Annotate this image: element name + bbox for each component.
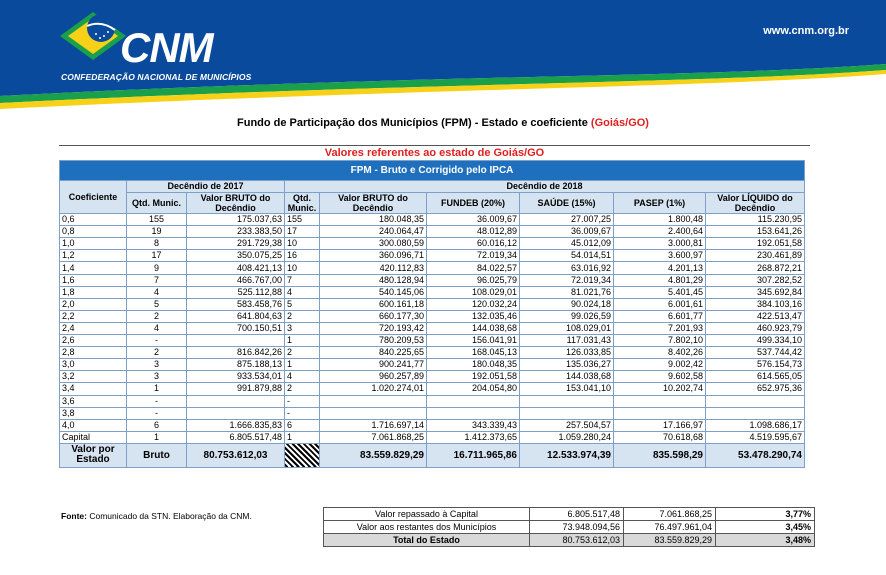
total-bruto-2017: 80.753.612,03 bbox=[187, 443, 285, 467]
cell-bruto-2018: 780.209,53 bbox=[320, 335, 427, 347]
group-header-2017: Decêndio de 2017 bbox=[127, 181, 285, 193]
table-row bbox=[60, 226, 805, 238]
cell-bruto-2017: 291.729,38 bbox=[187, 238, 285, 250]
cell-liquido: 4.519.595,67 bbox=[706, 431, 805, 443]
summary-label: Total do Estado bbox=[324, 534, 530, 547]
cell-saude: 36.009,67 bbox=[520, 226, 614, 238]
cell-bruto-2018: 180.048,35 bbox=[320, 214, 427, 226]
cell-fundeb: 84.022,57 bbox=[427, 262, 520, 274]
title-main: Fundo de Participação dos Municípios (FPM) - Estado e coeficiente bbox=[237, 117, 588, 129]
table-row bbox=[60, 214, 805, 226]
summary-percent: 3,48% bbox=[716, 534, 815, 547]
header-banner bbox=[0, 0, 886, 110]
cell-coef: 1,6 bbox=[60, 274, 127, 286]
cell-bruto-2017: 583.458,76 bbox=[187, 298, 285, 310]
cell-coef: 2,4 bbox=[60, 322, 127, 334]
cell-bruto-2017 bbox=[187, 407, 285, 419]
col-header-liquido: Valor LÍQUIDO do Decêndio bbox=[706, 193, 805, 214]
cell-coef: 3,4 bbox=[60, 383, 127, 395]
cell-liquido: 460.923,79 bbox=[706, 322, 805, 334]
cell-saude: 63.016,92 bbox=[520, 262, 614, 274]
total-fundeb: 16.711.965,86 bbox=[427, 443, 520, 467]
cell-pasep: 6.601,77 bbox=[614, 310, 706, 322]
cell-qtd-2017: 19 bbox=[127, 226, 187, 238]
cell-fundeb: 192.051,58 bbox=[427, 371, 520, 383]
cell-liquido bbox=[706, 395, 805, 407]
cell-qtd-2017: 3 bbox=[127, 359, 187, 371]
cell-liquido: 153.641,26 bbox=[706, 226, 805, 238]
cell-qtd-2017: 4 bbox=[127, 286, 187, 298]
cell-coef: 2,8 bbox=[60, 347, 127, 359]
cell-fundeb: 168.045,13 bbox=[427, 347, 520, 359]
cell-fundeb: 72.019,34 bbox=[427, 250, 520, 262]
cell-qtd-2018: 3 bbox=[285, 322, 320, 334]
total-pasep: 835.598,29 bbox=[614, 443, 706, 467]
cell-liquido: 1.098.686,17 bbox=[706, 419, 805, 431]
table-row bbox=[60, 286, 805, 298]
cell-liquido: 499.334,10 bbox=[706, 335, 805, 347]
cell-liquido: 268.872,21 bbox=[706, 262, 805, 274]
cell-saude bbox=[520, 395, 614, 407]
cell-bruto-2017: 6.805.517,48 bbox=[187, 431, 285, 443]
cell-pasep: 8.402,26 bbox=[614, 347, 706, 359]
cell-pasep: 3.000,81 bbox=[614, 238, 706, 250]
cell-bruto-2018: 900.241,77 bbox=[320, 359, 427, 371]
fpm-table bbox=[59, 160, 805, 468]
cell-coef: 3,6 bbox=[60, 395, 127, 407]
cell-qtd-2017: 3 bbox=[127, 371, 187, 383]
cell-pasep: 5.401,45 bbox=[614, 286, 706, 298]
cell-qtd-2018: 2 bbox=[285, 310, 320, 322]
cell-liquido: 230.461,89 bbox=[706, 250, 805, 262]
cell-bruto-2017: 525.112,88 bbox=[187, 286, 285, 298]
table-row bbox=[60, 383, 805, 395]
cell-qtd-2018: 4 bbox=[285, 371, 320, 383]
source-label: Fonte: bbox=[61, 511, 87, 521]
col-header-pasep: PASEP (1%) bbox=[614, 193, 706, 214]
cell-coef: Capital bbox=[60, 431, 127, 443]
cell-qtd-2018: 2 bbox=[285, 347, 320, 359]
cell-bruto-2018 bbox=[320, 407, 427, 419]
col-header-coeficiente: Coeficiente bbox=[60, 181, 127, 214]
cell-coef: 1,0 bbox=[60, 238, 127, 250]
cell-pasep: 17.166,97 bbox=[614, 419, 706, 431]
summary-value-2018: 83.559.829,29 bbox=[624, 534, 716, 547]
cell-qtd-2018: 5 bbox=[285, 298, 320, 310]
cell-liquido: 384.103,16 bbox=[706, 298, 805, 310]
cell-qtd-2017: 155 bbox=[127, 214, 187, 226]
cell-bruto-2017: 350.075,25 bbox=[187, 250, 285, 262]
cell-qtd-2018: - bbox=[285, 395, 320, 407]
cell-qtd-2018: 1 bbox=[285, 335, 320, 347]
cell-liquido bbox=[706, 407, 805, 419]
cell-bruto-2018: 360.096,71 bbox=[320, 250, 427, 262]
summary-value-2017: 73.948.094,56 bbox=[530, 521, 624, 534]
cell-coef: 0,6 bbox=[60, 214, 127, 226]
cell-pasep: 2.400,64 bbox=[614, 226, 706, 238]
cell-liquido: 192.051,58 bbox=[706, 238, 805, 250]
cell-bruto-2017: 466.767,00 bbox=[187, 274, 285, 286]
summary-row bbox=[324, 521, 815, 534]
cell-qtd-2017: 17 bbox=[127, 250, 187, 262]
col-header-qtd-2018: Qtd. Munic. bbox=[285, 193, 320, 214]
total-label: Valor por Estado bbox=[60, 443, 127, 467]
cell-saude: 126.033,85 bbox=[520, 347, 614, 359]
summary-total-row bbox=[324, 534, 815, 547]
total-row bbox=[60, 443, 805, 467]
cell-fundeb: 36.009,67 bbox=[427, 214, 520, 226]
cell-saude: 144.038,68 bbox=[520, 371, 614, 383]
table-row bbox=[60, 347, 805, 359]
cell-qtd-2017: 7 bbox=[127, 274, 187, 286]
cell-saude bbox=[520, 407, 614, 419]
cell-fundeb: 96.025,79 bbox=[427, 274, 520, 286]
cell-bruto-2017 bbox=[187, 395, 285, 407]
cell-qtd-2018: 7 bbox=[285, 274, 320, 286]
cell-bruto-2018: 540.145,06 bbox=[320, 286, 427, 298]
cell-liquido: 576.154,73 bbox=[706, 359, 805, 371]
cell-qtd-2018: 16 bbox=[285, 250, 320, 262]
total-bruto-2018: 83.559.829,29 bbox=[320, 443, 427, 467]
total-saude: 12.533.974,39 bbox=[520, 443, 614, 467]
cell-qtd-2018: 1 bbox=[285, 359, 320, 371]
cell-qtd-2017: 9 bbox=[127, 262, 187, 274]
cell-qtd-2018: - bbox=[285, 407, 320, 419]
cell-qtd-2017: 8 bbox=[127, 238, 187, 250]
cell-pasep: 10.202,74 bbox=[614, 383, 706, 395]
table-row bbox=[60, 298, 805, 310]
summary-row bbox=[324, 508, 815, 521]
cell-saude: 108.029,01 bbox=[520, 322, 614, 334]
cell-coef: 0,8 bbox=[60, 226, 127, 238]
section-title: Valores referentes ao estado de Goiás/GO bbox=[59, 145, 810, 159]
summary-label: Valor repassado à Capital bbox=[324, 508, 530, 521]
cell-liquido: 307.282,52 bbox=[706, 274, 805, 286]
cell-fundeb: 1.412.373,65 bbox=[427, 431, 520, 443]
cell-bruto-2017: 816.842,26 bbox=[187, 347, 285, 359]
table-row bbox=[60, 238, 805, 250]
cell-bruto-2018: 240.064,47 bbox=[320, 226, 427, 238]
source-note bbox=[61, 511, 252, 521]
cell-qtd-2018: 4 bbox=[285, 286, 320, 298]
cell-qtd-2017: - bbox=[127, 407, 187, 419]
cell-pasep bbox=[614, 395, 706, 407]
logo-text: CNM bbox=[120, 24, 213, 71]
cell-pasep: 1.800,48 bbox=[614, 214, 706, 226]
col-header-qtd-2017: Qtd. Munic. bbox=[127, 193, 187, 214]
cell-pasep: 7.802,10 bbox=[614, 335, 706, 347]
table-row bbox=[60, 335, 805, 347]
cell-pasep bbox=[614, 407, 706, 419]
cell-saude: 117.031,43 bbox=[520, 335, 614, 347]
cell-pasep: 9.602,58 bbox=[614, 371, 706, 383]
cell-coef: 1,8 bbox=[60, 286, 127, 298]
cell-qtd-2017: - bbox=[127, 395, 187, 407]
cell-bruto-2017: 408.421,13 bbox=[187, 262, 285, 274]
cell-fundeb: 156.041,91 bbox=[427, 335, 520, 347]
cell-coef: 4,0 bbox=[60, 419, 127, 431]
cell-saude: 45.012,09 bbox=[520, 238, 614, 250]
cell-qtd-2017: 2 bbox=[127, 310, 187, 322]
cell-bruto-2017: 700.150,51 bbox=[187, 322, 285, 334]
table-row bbox=[60, 431, 805, 443]
cell-saude: 54.014,51 bbox=[520, 250, 614, 262]
cell-fundeb: 204.054,80 bbox=[427, 383, 520, 395]
cell-fundeb: 108.029,01 bbox=[427, 286, 520, 298]
cell-pasep: 7.201,93 bbox=[614, 322, 706, 334]
table-caption: FPM - Bruto e Corrigido pelo IPCA bbox=[60, 161, 805, 181]
source-text: Comunicado da STN. Elaboração da CNM. bbox=[89, 511, 252, 521]
col-header-fundeb: FUNDEB (20%) bbox=[427, 193, 520, 214]
cell-fundeb bbox=[427, 395, 520, 407]
cell-saude: 90.024,18 bbox=[520, 298, 614, 310]
cell-qtd-2017: 5 bbox=[127, 298, 187, 310]
cell-bruto-2018: 720.193,42 bbox=[320, 322, 427, 334]
table-row bbox=[60, 322, 805, 334]
cell-bruto-2018: 420.112,83 bbox=[320, 262, 427, 274]
cell-coef: 1,2 bbox=[60, 250, 127, 262]
cell-fundeb: 343.339,43 bbox=[427, 419, 520, 431]
cell-liquido: 115.230,95 bbox=[706, 214, 805, 226]
cell-bruto-2017: 233.383,50 bbox=[187, 226, 285, 238]
cell-bruto-2017: 641.804,63 bbox=[187, 310, 285, 322]
cell-saude: 99.026,59 bbox=[520, 310, 614, 322]
cell-pasep: 4.201,13 bbox=[614, 262, 706, 274]
summary-value-2017: 80.753.612,03 bbox=[530, 534, 624, 547]
cell-bruto-2018: 300.080,59 bbox=[320, 238, 427, 250]
table-row bbox=[60, 250, 805, 262]
cell-bruto-2018: 600.161,18 bbox=[320, 298, 427, 310]
cell-bruto-2018: 840.225,65 bbox=[320, 347, 427, 359]
cell-bruto-2018: 7.061.868,25 bbox=[320, 431, 427, 443]
cell-fundeb: 180.048,35 bbox=[427, 359, 520, 371]
cell-qtd-2017: 4 bbox=[127, 322, 187, 334]
cell-qtd-2018: 6 bbox=[285, 419, 320, 431]
cell-pasep: 9.002,42 bbox=[614, 359, 706, 371]
table-row bbox=[60, 371, 805, 383]
cell-coef: 3,8 bbox=[60, 407, 127, 419]
cell-bruto-2017 bbox=[187, 335, 285, 347]
cell-coef: 2,6 bbox=[60, 335, 127, 347]
cell-saude: 257.504,57 bbox=[520, 419, 614, 431]
table-row bbox=[60, 407, 805, 419]
cell-coef: 2,2 bbox=[60, 310, 127, 322]
cell-coef: 3,2 bbox=[60, 371, 127, 383]
cell-liquido: 614.565,05 bbox=[706, 371, 805, 383]
cell-pasep: 3.600,97 bbox=[614, 250, 706, 262]
col-header-bruto-2018: Valor BRUTO do Decêndio bbox=[320, 193, 427, 214]
summary-label: Valor aos restantes dos Municípios bbox=[324, 521, 530, 534]
cell-bruto-2018: 660.177,30 bbox=[320, 310, 427, 322]
cell-liquido: 652.975,36 bbox=[706, 383, 805, 395]
cell-coef: 2,0 bbox=[60, 298, 127, 310]
cell-saude: 72.019,34 bbox=[520, 274, 614, 286]
logo-subtitle: CONFEDERAÇÃO NACIONAL DE MUNICÍPIOS bbox=[61, 72, 252, 82]
cell-fundeb: 48.012,89 bbox=[427, 226, 520, 238]
table-row bbox=[60, 395, 805, 407]
summary-value-2018: 76.497.961,04 bbox=[624, 521, 716, 534]
cell-qtd-2018: 10 bbox=[285, 238, 320, 250]
cell-saude: 27.007,25 bbox=[520, 214, 614, 226]
summary-percent: 3,77% bbox=[716, 508, 815, 521]
cell-bruto-2018: 1.020.274,01 bbox=[320, 383, 427, 395]
site-url-link[interactable]: www.cnm.org.br bbox=[763, 25, 849, 37]
table-row bbox=[60, 419, 805, 431]
cell-qtd-2017: 1 bbox=[127, 431, 187, 443]
cell-bruto-2018: 960.257,89 bbox=[320, 371, 427, 383]
cell-bruto-2017: 175.037,63 bbox=[187, 214, 285, 226]
cell-qtd-2018: 1 bbox=[285, 431, 320, 443]
total-tag: Bruto bbox=[127, 443, 187, 467]
cell-bruto-2017: 991.879,88 bbox=[187, 383, 285, 395]
cell-bruto-2018: 1.716.697,14 bbox=[320, 419, 427, 431]
summary-percent: 3,45% bbox=[716, 521, 815, 534]
cell-coef: 1,4 bbox=[60, 262, 127, 274]
cell-fundeb: 60.016,12 bbox=[427, 238, 520, 250]
cell-saude: 81.021,76 bbox=[520, 286, 614, 298]
cell-pasep: 6.001,61 bbox=[614, 298, 706, 310]
total-liquido: 53.478.290,74 bbox=[706, 443, 805, 467]
total-hatch-cell bbox=[285, 443, 320, 467]
cell-saude: 135.036,27 bbox=[520, 359, 614, 371]
col-header-saude: SAÚDE (15%) bbox=[520, 193, 614, 214]
cell-qtd-2018: 2 bbox=[285, 383, 320, 395]
cell-pasep: 4.801,29 bbox=[614, 274, 706, 286]
title-state: (Goiás/GO) bbox=[590, 117, 649, 129]
cell-fundeb: 120.032,24 bbox=[427, 298, 520, 310]
cell-saude: 153.041,10 bbox=[520, 383, 614, 395]
col-header-bruto-2017: Valor BRUTO do Decêndio bbox=[187, 193, 285, 214]
group-header-2018: Decêndio de 2018 bbox=[285, 181, 805, 193]
page-title bbox=[0, 117, 886, 129]
brazil-flag-icon bbox=[58, 6, 128, 66]
summary-value-2018: 7.061.868,25 bbox=[624, 508, 716, 521]
cell-bruto-2017: 875.188,13 bbox=[187, 359, 285, 371]
cell-pasep: 70.618,68 bbox=[614, 431, 706, 443]
cell-liquido: 537.744,42 bbox=[706, 347, 805, 359]
cell-bruto-2017: 933.534,01 bbox=[187, 371, 285, 383]
cell-qtd-2018: 10 bbox=[285, 262, 320, 274]
cell-bruto-2018 bbox=[320, 395, 427, 407]
table-row bbox=[60, 274, 805, 286]
cell-fundeb: 132.035,46 bbox=[427, 310, 520, 322]
cell-bruto-2018: 480.128,94 bbox=[320, 274, 427, 286]
cell-bruto-2017: 1.666.835,83 bbox=[187, 419, 285, 431]
table-row bbox=[60, 262, 805, 274]
cell-fundeb bbox=[427, 407, 520, 419]
cell-qtd-2017: 6 bbox=[127, 419, 187, 431]
cell-qtd-2018: 17 bbox=[285, 226, 320, 238]
cell-coef: 3,0 bbox=[60, 359, 127, 371]
table-row bbox=[60, 359, 805, 371]
cell-saude: 1.059.280,24 bbox=[520, 431, 614, 443]
summary-table bbox=[323, 507, 815, 547]
cell-qtd-2017: 2 bbox=[127, 347, 187, 359]
summary-value-2017: 6.805.517,48 bbox=[530, 508, 624, 521]
cell-liquido: 345.692,84 bbox=[706, 286, 805, 298]
cell-fundeb: 144.038,68 bbox=[427, 322, 520, 334]
cell-qtd-2017: 1 bbox=[127, 383, 187, 395]
cell-liquido: 422.513,47 bbox=[706, 310, 805, 322]
table-row bbox=[60, 310, 805, 322]
cell-qtd-2017: - bbox=[127, 335, 187, 347]
cell-qtd-2018: 155 bbox=[285, 214, 320, 226]
